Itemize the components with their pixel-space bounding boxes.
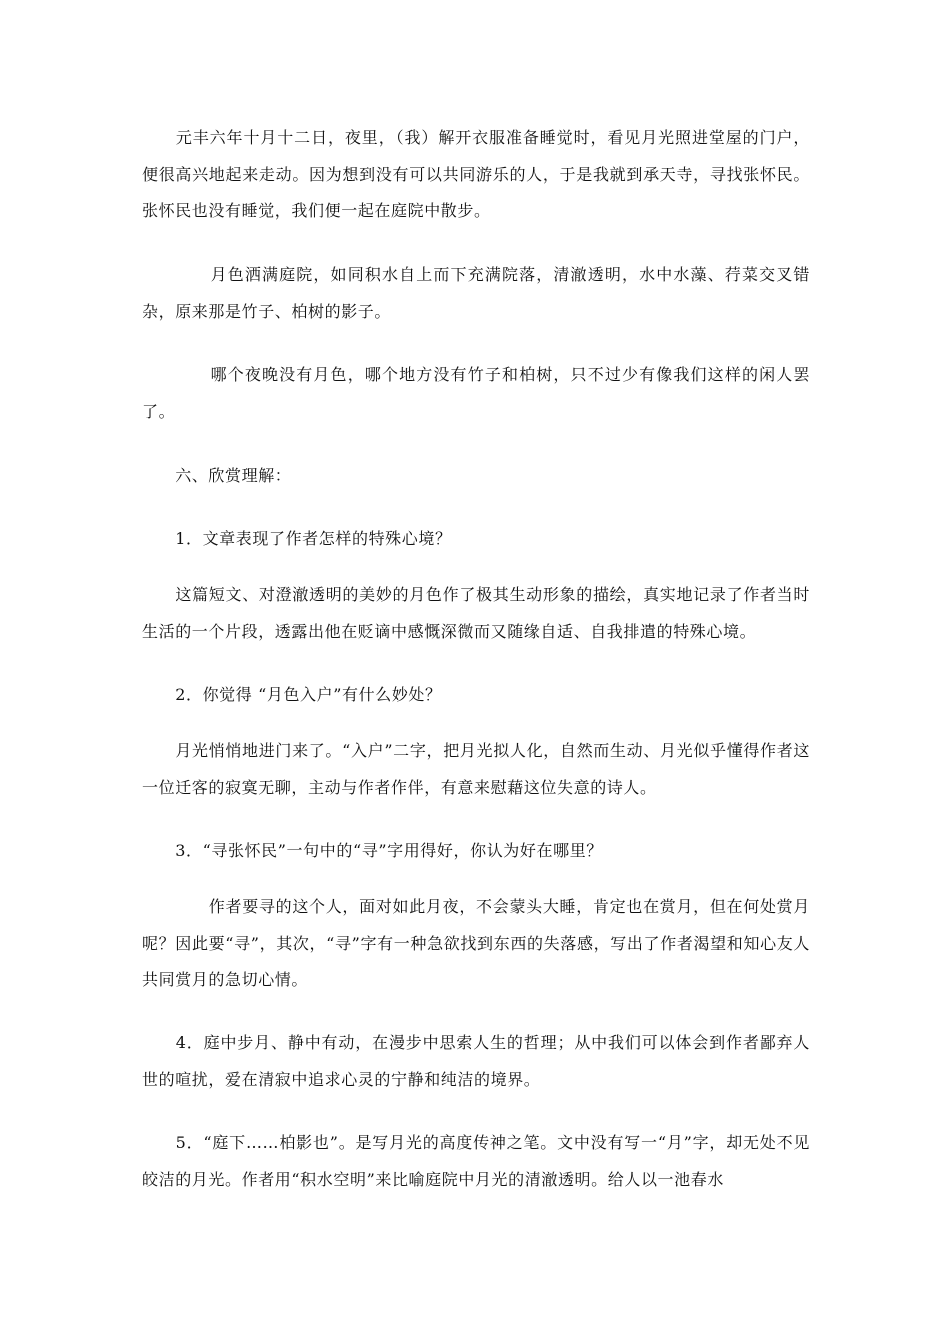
translation-paragraph-2: 月色洒满庭院，如同积水自上而下充满院落，清澈透明，水中水藻、荇菜交叉错杂，原来那是竹子、柏树的影子。 bbox=[142, 265, 810, 321]
question-2: 2．你觉得 “月色入户”有什么妙处？ bbox=[142, 685, 442, 704]
question-1: 1．文章表现了作者怎样的特殊心境？ bbox=[142, 529, 452, 548]
question-3: 3．“寻张怀民”一句中的“寻”字用得好，你认为好在哪里？ bbox=[142, 841, 603, 860]
section-heading-appreciation: 六、欣赏理解： bbox=[142, 466, 292, 485]
point-5: 5．“庭下……柏影也”。是写月光的高度传神之笔。文中没有写一“月”字，却无处不见皎洁的月光。作者用“积水空明”来比喻庭院中月光的清澈透明。给人以一池春水 bbox=[142, 1133, 810, 1189]
translation-paragraph-3: 哪个夜晚没有月色，哪个地方没有竹子和柏树，只不过少有像我们这样的闲人罢了。 bbox=[142, 365, 810, 421]
point-4: 4．庭中步月、静中有动，在漫步中思索人生的哲理；从中我们可以体会到作者鄙弃人世的喧扰，爱在清寂中追求心灵的宁静和纯洁的境界。 bbox=[142, 1033, 810, 1089]
answer-1: 这篇短文、对澄澈透明的美妙的月色作了极其生动形象的描绘，真实地记录了作者当时生活的一个片段，透露出他在贬谪中感慨深微而又随缘自适、自我排遣的特殊心境。 bbox=[142, 585, 810, 641]
translation-paragraph-1: 元丰六年十月十二日，夜里，（我）解开衣服准备睡觉时，看见月光照进堂屋的门户，便很高兴地起来走动。因为想到没有可以共同游乐的人，于是我就到承天寺，寻找张怀民。张怀民也没有睡觉，我们便一起在庭院中散步。 bbox=[142, 128, 810, 220]
answer-2: 月光悄悄地进门来了。“入户”二字，把月光拟人化，自然而生动、月光似乎懂得作者这一位迁客的寂寞无聊，主动与作者作伴，有意来慰藉这位失意的诗人。 bbox=[142, 741, 810, 797]
answer-3: 作者要寻的这个人，面对如此月夜，不会蒙头大睡，肯定也在赏月，但在何处赏月呢？因此要“寻”，其次，“寻”字有一种急欲找到东西的失落感，写出了作者渴望和知心友人共同赏月的急切心情。 bbox=[142, 897, 810, 989]
